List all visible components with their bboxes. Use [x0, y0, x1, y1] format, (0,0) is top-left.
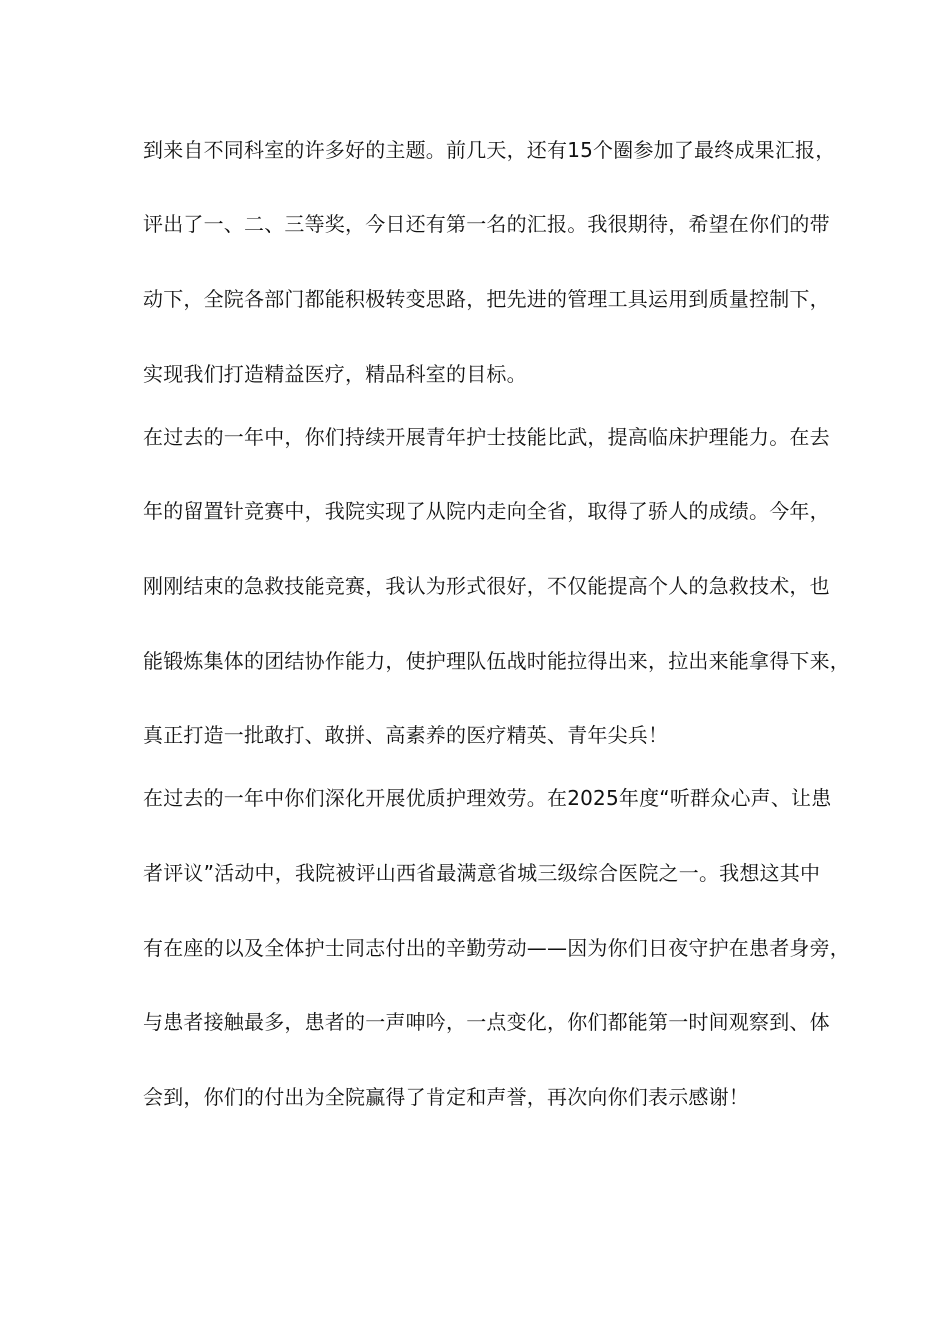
text-line: 评出了一、二、三等奖，今日还有第一名的汇报。我很期待，希望在你们的带 — [143, 212, 830, 236]
text-line: 者评议”活动中，我院被评山西省最满意省城三级综合医院之一。我想这其中 — [143, 861, 821, 885]
text-line: 动下，全院各部门都能积极转变思路，把先进的管理工具运用到质量控制下， — [143, 287, 830, 311]
text-line: 与患者接触最多，患者的一声呻吟，一点变化，你们都能第一时间观察到、体 — [143, 1010, 830, 1034]
text-line: 在过去的一年中，你们持续开展青年护士技能比武，提高临床护理能力。在去 — [143, 425, 830, 449]
text-line: 刚刚结束的急救技能竞赛，我认为形式很好，不仅能提高个人的急救技术，也 — [143, 574, 830, 598]
text-line: 能锻炼集体的团结协作能力，使护理队伍战时能拉得出来，拉出来能拿得下来， — [143, 649, 850, 673]
text-line: 年的留置针竞赛中，我院实现了从院内走向全省，取得了骄人的成绩。今年， — [143, 499, 830, 523]
text-line: 有在座的以及全体护士同志付出的辛勤劳动——因为你们日夜守护在患者身旁， — [143, 936, 850, 960]
text-line: 到来自不同科室的许多好的主题。前几天，还有15个圈参加了最终成果汇报， — [143, 138, 836, 162]
text-line: 实现我们打造精益医疗，精品科室的目标。 — [143, 362, 527, 386]
text-line: 在过去的一年中你们深化开展优质护理效劳。在2025年度“听群众心声、让患 — [143, 786, 832, 810]
text-line: 真正打造一批敢打、敢拼、高素养的医疗精英、青年尖兵！ — [143, 723, 669, 747]
text-line: 会到，你们的付出为全院赢得了肯定和声誉，再次向你们表示感谢！ — [143, 1085, 749, 1109]
